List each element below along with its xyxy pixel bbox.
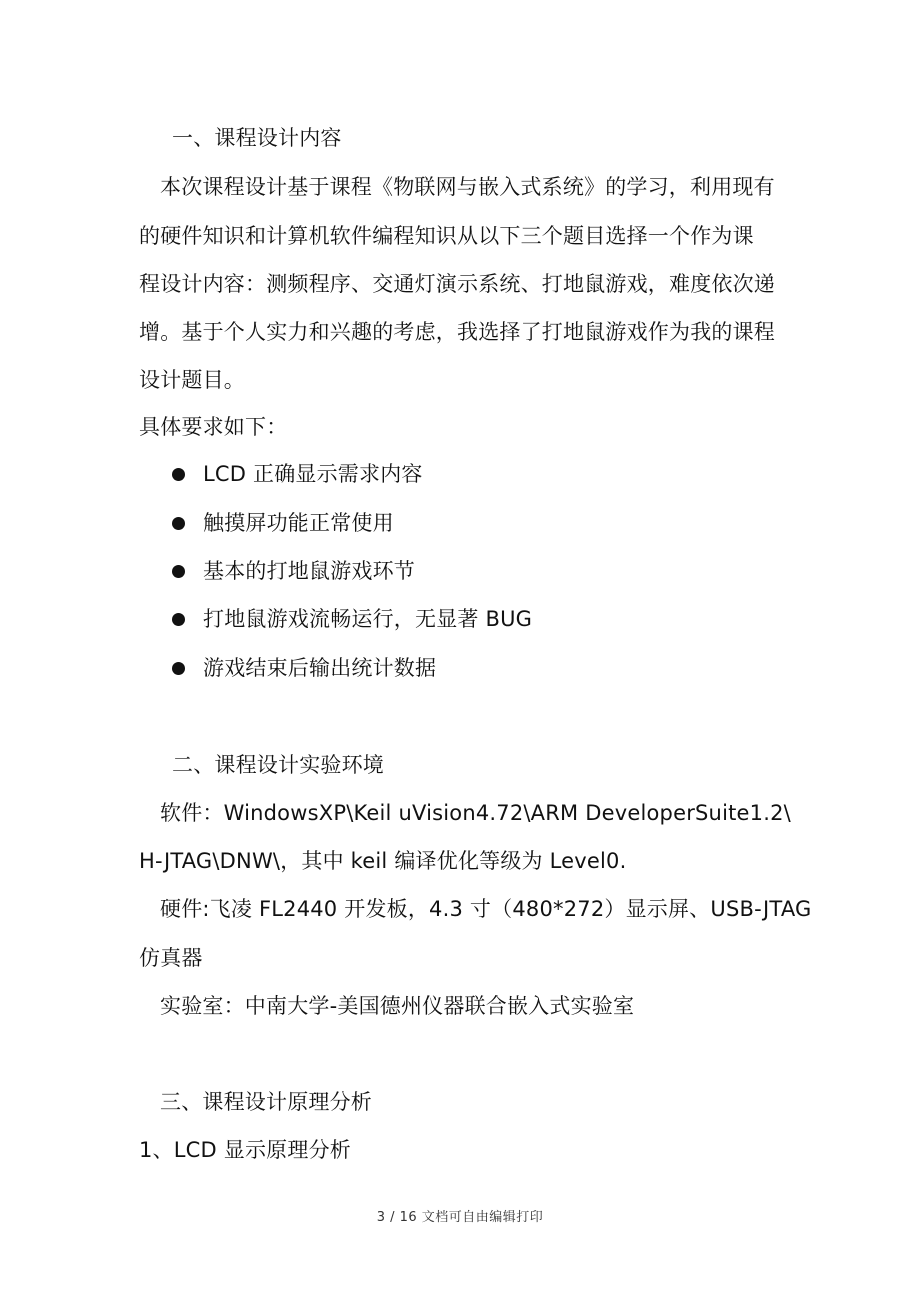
section1-paragraph-line-1: 本次课程设计基于课程《物联网与嵌入式系统》的学习，利用现有: [160, 175, 775, 199]
section1-paragraph-line-2: 的硬件知识和计算机软件编程知识从以下三个题目选择一个作为课: [139, 224, 754, 248]
hardware-line-1: 硬件:飞凌 FL2440 开发板，4.3 寸（480*272）显示屏、USB-JTAG: [160, 897, 812, 921]
bullet-icon: [172, 517, 185, 530]
section1-paragraph-line-4: 增。基于个人实力和兴趣的考虑，我选择了打地鼠游戏作为我的课程: [139, 320, 775, 344]
bullet-icon: [172, 468, 185, 481]
software-line-2: H-JTAG\DNW\，其中 keil 编译优化等级为 Level0.: [139, 849, 627, 873]
requirements-intro: 具体要求如下：: [139, 415, 288, 439]
lab-line: 实验室：中南大学-美国德州仪器联合嵌入式实验室: [160, 994, 635, 1018]
bullet-icon: [172, 565, 185, 578]
requirement-item: [172, 605, 532, 633]
section2-heading: 二、课程设计实验环境: [172, 753, 384, 777]
requirement-text: 打地鼠游戏流畅运行，无显著 BUG: [203, 607, 533, 631]
section3-heading: 三、课程设计原理分析: [160, 1090, 372, 1114]
section1-paragraph-line-3: 程设计内容：测频程序、交通灯演示系统、打地鼠游戏，难度依次递: [139, 272, 775, 296]
requirement-text: LCD 正确显示需求内容: [203, 462, 423, 486]
requirement-item: [172, 654, 436, 682]
bullet-icon: [172, 613, 185, 626]
requirement-text: 基本的打地鼠游戏环节: [203, 559, 415, 583]
section1-heading: 一、课程设计内容: [172, 126, 342, 150]
page-footer: 3 / 16 文档可自由编辑打印: [376, 1210, 544, 1225]
requirement-text: 游戏结束后输出统计数据: [203, 656, 437, 680]
requirement-item: [172, 460, 423, 488]
bullet-icon: [172, 662, 185, 675]
software-line-1: 软件：WindowsXP\Keil uVision4.72\ARM DeveloperSuite1.2\: [160, 801, 791, 825]
requirement-item: [172, 557, 415, 585]
section1-paragraph-line-5: 设计题目。: [139, 368, 245, 392]
section3-subheading: 1、LCD 显示原理分析: [139, 1138, 351, 1162]
requirement-text: 触摸屏功能正常使用: [203, 511, 394, 535]
requirement-item: [172, 509, 394, 537]
hardware-line-2: 仿真器: [139, 946, 203, 970]
